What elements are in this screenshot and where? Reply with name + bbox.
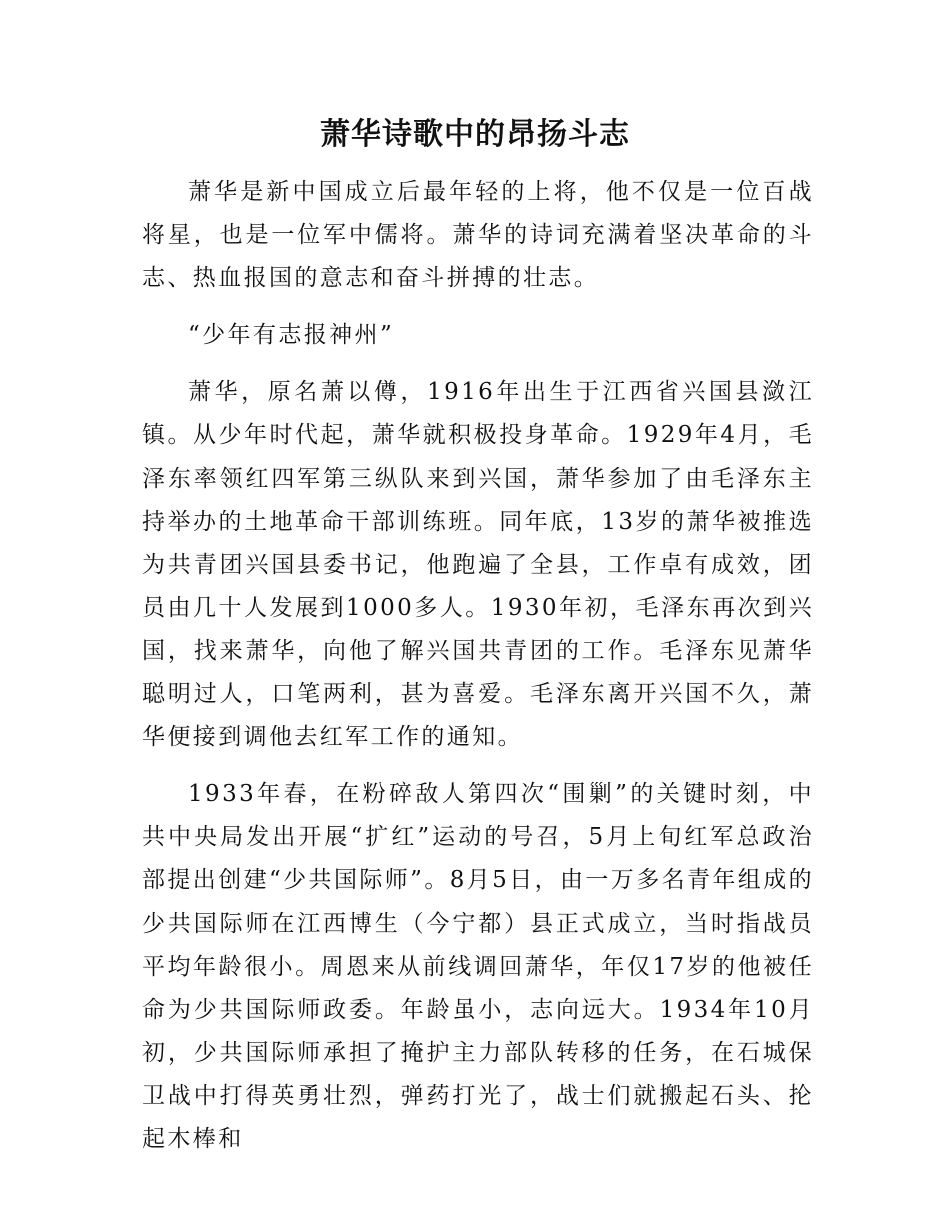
intro-paragraph: 萧华是新中国成立后最年轻的上将，他不仅是一位百战将星，也是一位军中儒将。萧华的诗词充满着坚决革命的斗志、热血报国的意志和奋斗拼搏的壮志。 [142, 179, 814, 292]
document-title: 萧华诗歌中的昂扬斗志 [320, 117, 630, 152]
document-body [142, 171, 814, 1161]
body-paragraph: 1933年春，在粉碎敌人第四次“围剿”的关键时刻，中共中央局发出开展“扩红”运动的号召，5月上旬红军总政治部提出创建“少共国际师”。8月5日，由一万多名青年组成的少共国际师在江西博生（今宁都）县正式成立，当时指战员平均年龄很小。周恩来从前线调回萧华，年仅17岁的他被任命为少共国际师政委。年龄虽小，志向远大。1934年10月初，少共国际师承担了掩护主力部队转移的任务，在石城保卫战中打得英勇壮烈，弹药打光了，战士们就搬起石头、抡起木棒和 [142, 781, 814, 1152]
body-paragraph: 萧华，原名萧以僔，1916年出生于江西省兴国县潋江镇。从少年时代起，萧华就积极投身革命。1929年4月，毛泽东率领红四军第三纵队来到兴国，萧华参加了由毛泽东主持举办的土地革命干部训练班。同年底，13岁的萧华被推选为共青团兴国县委书记，他跑遍了全县，工作卓有成效，团员由几十人发展到1000多人。1930年初，毛泽东再次到兴国，找来萧华，向他了解兴国共青团的工作。毛泽东见萧华聪明过人，口笔两利，甚为喜爱。毛泽东离开兴国不久，萧华便接到调他去红军工作的通知。 [142, 379, 814, 751]
section-heading: “少年有志报神州” [188, 322, 395, 349]
